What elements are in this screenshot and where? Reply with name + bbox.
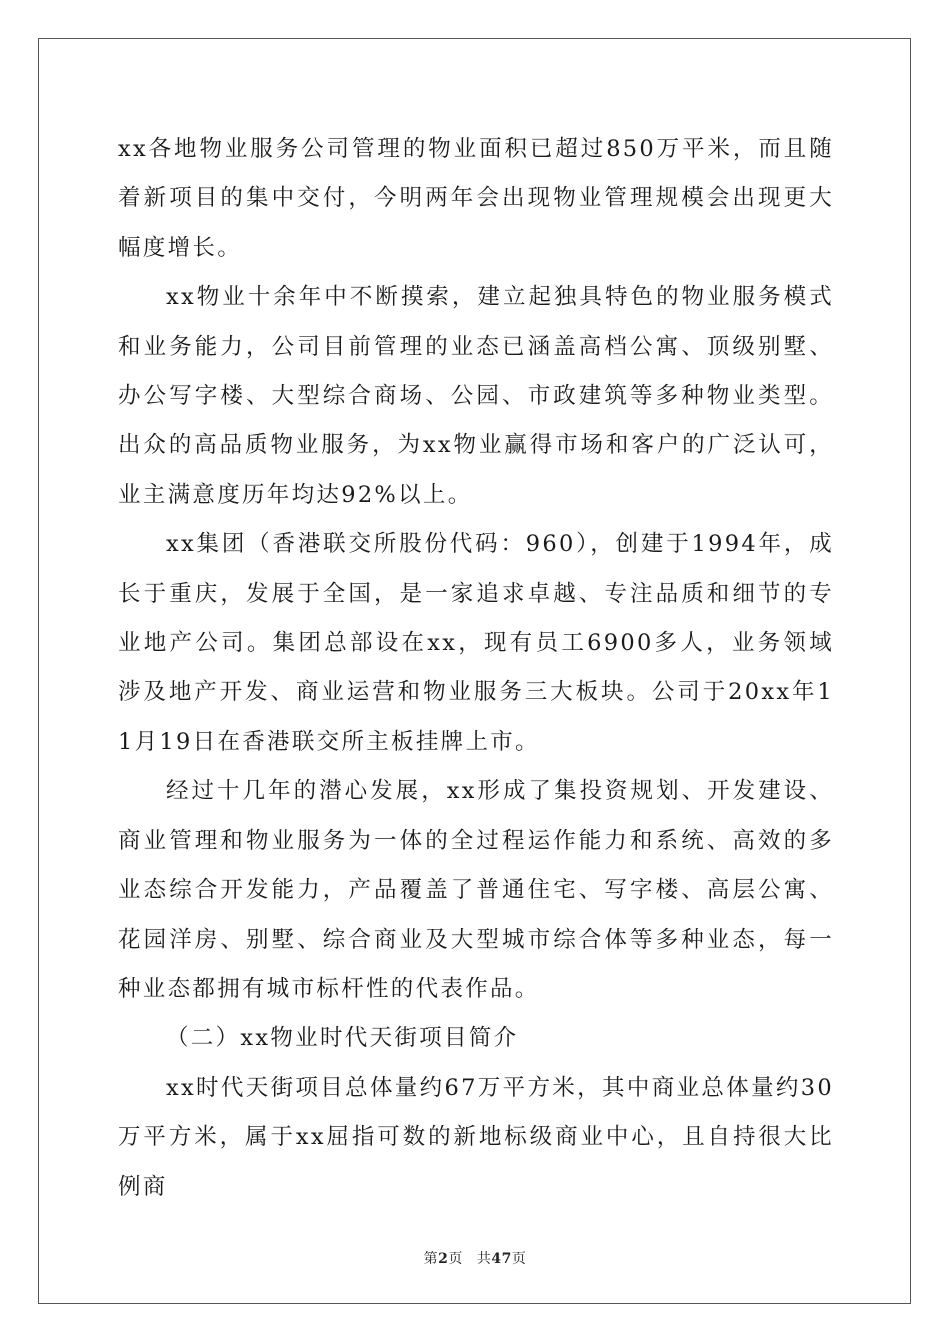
page-prefix: 第: [423, 1251, 439, 1267]
document-body: [118, 125, 834, 1212]
total-suffix: 页: [511, 1251, 527, 1267]
paragraph-development-history: 经过十几年的潜心发展，xx形成了集投资规划、开发建设、商业管理和物业服务为一体的全过程运作能力和系统、高效的多业态综合开发能力，产品覆盖了普通住宅、写字楼、高层公寓、花园洋房、别墅、综合商业及大型城市综合体等多种业态，每一种业态都拥有城市标杆性的代表作品。: [118, 778, 834, 1002]
page-number: 2: [438, 1251, 449, 1267]
page-suffix: 页: [448, 1251, 463, 1267]
total-pages: 47: [491, 1251, 512, 1267]
paragraph-project-overview: xx时代天街项目总体量约67万平方米，其中商业总体量约30万平方米，属于xx屈指可数的新地标级商业中心，且自持很大比例商: [118, 1074, 834, 1200]
paragraph-property-services: xx物业十余年中不断摸索，建立起独具特色的物业服务模式和业务能力，公司目前管理的业态已涵盖高档公寓、顶级别墅、办公写字楼、大型综合商场、公园、市政建筑等多种物业类型。出众的高品质物业服务，为xx物业赢得市场和客户的广泛认可，业主满意度历年均达92%以上。: [118, 284, 834, 508]
paragraph-property-scale: xx各地物业服务公司管理的物业面积已超过850万平米，而且随着新项目的集中交付，今明两年会出现物业管理规模会出现更大幅度增长。: [118, 136, 834, 261]
section-heading-project-intro: （二）xx物业时代天街项目简介: [166, 1025, 519, 1052]
paragraph-group-profile: xx集团（香港联交所股份代码：960），创建于1994年，成长于重庆，发展于全国，是一家追求卓越、专注品质和细节的专业地产公司。集团总部设在xx，现有员工6900多人，业务领域涉及地产开发、商业运营和物业服务三大板块。公司于20xx年11月19日在香港联交所主板挂牌上市。: [118, 531, 834, 755]
total-prefix: 共: [476, 1251, 492, 1267]
page-footer: [0, 1248, 950, 1268]
